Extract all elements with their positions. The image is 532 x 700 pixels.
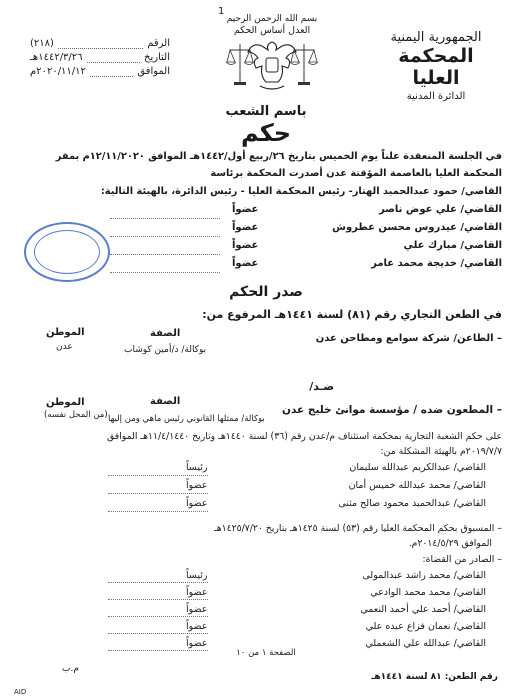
appeal-judges-list: [186, 462, 486, 516]
case-reference-block: [30, 38, 170, 80]
court-seal-icon: [24, 222, 110, 282]
hijri-date-value: ١٤٤٢/٣/٢٦هـ: [30, 52, 83, 63]
respondent-homeland: (من المحل نفسه): [44, 410, 108, 420]
appeal-judge-role: عضواً: [186, 480, 208, 491]
reference-number-label: الرقم: [147, 38, 170, 49]
appellant-name: – الطاعن/ شركة سوامع ومطاحن عدن: [315, 333, 502, 344]
reference-number-row: [30, 38, 170, 52]
prior-judge-row: [186, 604, 486, 621]
issued-from-judges-label: – الصادر من القضاة:: [422, 554, 502, 565]
issued-ruling-heading: صدر الحكم: [229, 284, 303, 300]
bench-judge-role: عضواً: [232, 222, 259, 233]
prior-judge-role: عضواً: [186, 604, 208, 615]
eagle-emblem-icon: [226, 36, 318, 96]
against-label: ضـد/: [309, 380, 334, 393]
header-institution: [376, 30, 496, 102]
prior-judge-name: القاضي/ نعمان فزاع عبده علي: [365, 621, 486, 632]
department-name: الدائرة المدنية: [406, 91, 466, 102]
homeland-column-label: الموطن: [46, 397, 85, 408]
gregorian-date-label: الموافق: [137, 66, 170, 77]
reference-number-value: (٢١٨): [30, 38, 54, 49]
appellant-capacity: بوكالة/ د/أمين كوشاب: [124, 345, 207, 355]
appellant-homeland: عدن: [56, 342, 73, 352]
bench-judge-row: [232, 240, 502, 258]
in-the-name-of-people: باسم الشعب: [225, 104, 307, 119]
country-name: الجمهورية اليمنية: [390, 30, 482, 45]
court-name: المحكمة العليا: [398, 45, 474, 89]
appeal-heading: في الطعن التجاري رقم (٨١) لسنة ١٤٤١هـ المرفوع من:: [202, 308, 502, 321]
appeal-judge-row: [186, 462, 486, 480]
appeal-judge-row: [186, 480, 486, 498]
prior-judge-role: عضواً: [186, 621, 208, 632]
appeal-judge-name: القاضي/ عبدالحميد محمود صالح مثنى: [338, 498, 486, 509]
respondent-name: – المطعون ضده / مؤسسة موانئ خليج عدن: [282, 404, 502, 416]
typist-initials: م.ب: [62, 664, 79, 674]
bench-judge-row: [232, 258, 502, 276]
prior-judge-role: رئيساً: [186, 570, 208, 581]
bench-judge-row: [232, 204, 502, 222]
prior-judges-list: [186, 570, 486, 655]
gregorian-date-value: ٢٠٢٠/١١/١٢م: [30, 66, 86, 77]
bench-judge-role: عضواً: [232, 258, 259, 269]
prior-judge-name: القاضي/ أحمد علي أحمد النعمي: [360, 604, 486, 615]
capacity-column-label: الصفة: [150, 328, 181, 339]
bench-judge-name: القاضي/ مبارك علي: [403, 240, 502, 251]
state-emblem: [226, 14, 318, 100]
prior-judge-role: عضواً: [186, 587, 208, 598]
appeal-judge-row: [186, 498, 486, 516]
footer-case-reference: رقم الطعن: ٨١ لسنة ١٤٤١هـ: [371, 672, 498, 682]
prior-judge-name: القاضي/ محمد محمد الوادعي: [370, 587, 486, 598]
preceded-ruling-line-1: – المسبوق بحكم المحكمة العليا رقم (٥٣) لسنة ١٤٢٥هـ بتاريخ ١٤٢٥/٧/٢٠هـ: [213, 523, 502, 534]
hijri-date-label: التاريخ: [144, 52, 170, 63]
appeal-judge-role: عضواً: [186, 498, 208, 509]
bench-judge-name: القاضي/ خديجة محمد عامر: [371, 258, 502, 269]
session-intro-line-3: القاضي/ حمود عبدالحميد الهتار- رئيس المحكمة العليا - رئيس الدائرة، بالهيئة التالية:: [100, 186, 502, 197]
bench-judge-name: القاضي/ علي عوض ناصر: [379, 204, 502, 215]
bench-judge-role: عضواً: [232, 204, 259, 215]
preceded-ruling-line-2: الموافق ٢٠١٤/٥/٢٩م.: [408, 538, 492, 549]
appeal-judge-name: القاضي/ عبدالكريم عبدالله سليمان: [349, 462, 486, 473]
hijri-date-row: [30, 52, 170, 66]
page-mark: 1: [218, 6, 225, 17]
appealed-ruling-line-2: ٢٠١٩/٧/٧م بالهيئة المشكلة من:: [380, 446, 502, 457]
prior-judge-row: [186, 621, 486, 638]
basmala: بسم الله الرحمن الرحيم: [226, 14, 318, 24]
gregorian-date-row: [30, 66, 170, 80]
appeal-judge-name: القاضي/ محمد عبدالله خميس أمان: [348, 480, 486, 491]
bench-judge-name: القاضي/ عيدروس محسن عطروش: [332, 222, 502, 233]
session-intro-line-2: المحكمة العليا بالعاصمة المؤقتة عدن أصدرت المحكمة برئاسة: [210, 168, 502, 179]
appealed-ruling-line-1: على حكم الشعبة التجارية بمحكمة استئناف م/عدن رقم (٣٦) لسنة ١٤٤٠هـ وتاريخ ١١/٤/١٤٤٠هـ الموافق: [107, 431, 502, 442]
homeland-column-label: الموطن: [46, 327, 85, 338]
prior-judge-row: [186, 570, 486, 587]
prior-judge-name: القاضي/ محمد راشد عبدالمولى: [362, 570, 486, 581]
prior-judge-name: القاضي/ عبدالله علي الشعملي: [365, 638, 486, 649]
footer-code: AID: [14, 688, 27, 696]
bench-judges-list: [232, 204, 502, 276]
ruling-title: حكم: [240, 119, 292, 147]
prior-judge-role: عضواً: [186, 638, 208, 649]
bench-judge-row: [232, 222, 502, 240]
page-number: الصفحة ١ من ١٠: [236, 648, 296, 658]
appeal-judge-role: رئيساً: [186, 462, 208, 473]
prior-judge-row: [186, 587, 486, 604]
bench-judge-role: عضواً: [232, 240, 259, 251]
court-motto: العدل أساس الحكم: [233, 25, 311, 36]
session-intro-line-1: في الجلسة المنعقدة علناً يوم الخميس بتاريخ ٢٦/ربيع أول/١٤٤٢هـ الموافق ١٢/١١/٢٠٢٠م بمقر: [55, 151, 502, 162]
capacity-column-label: الصفة: [150, 396, 181, 407]
respondent-capacity: بوكالة/ ممثلها القانوني رئيس ماهي ومن إليها: [108, 414, 265, 424]
